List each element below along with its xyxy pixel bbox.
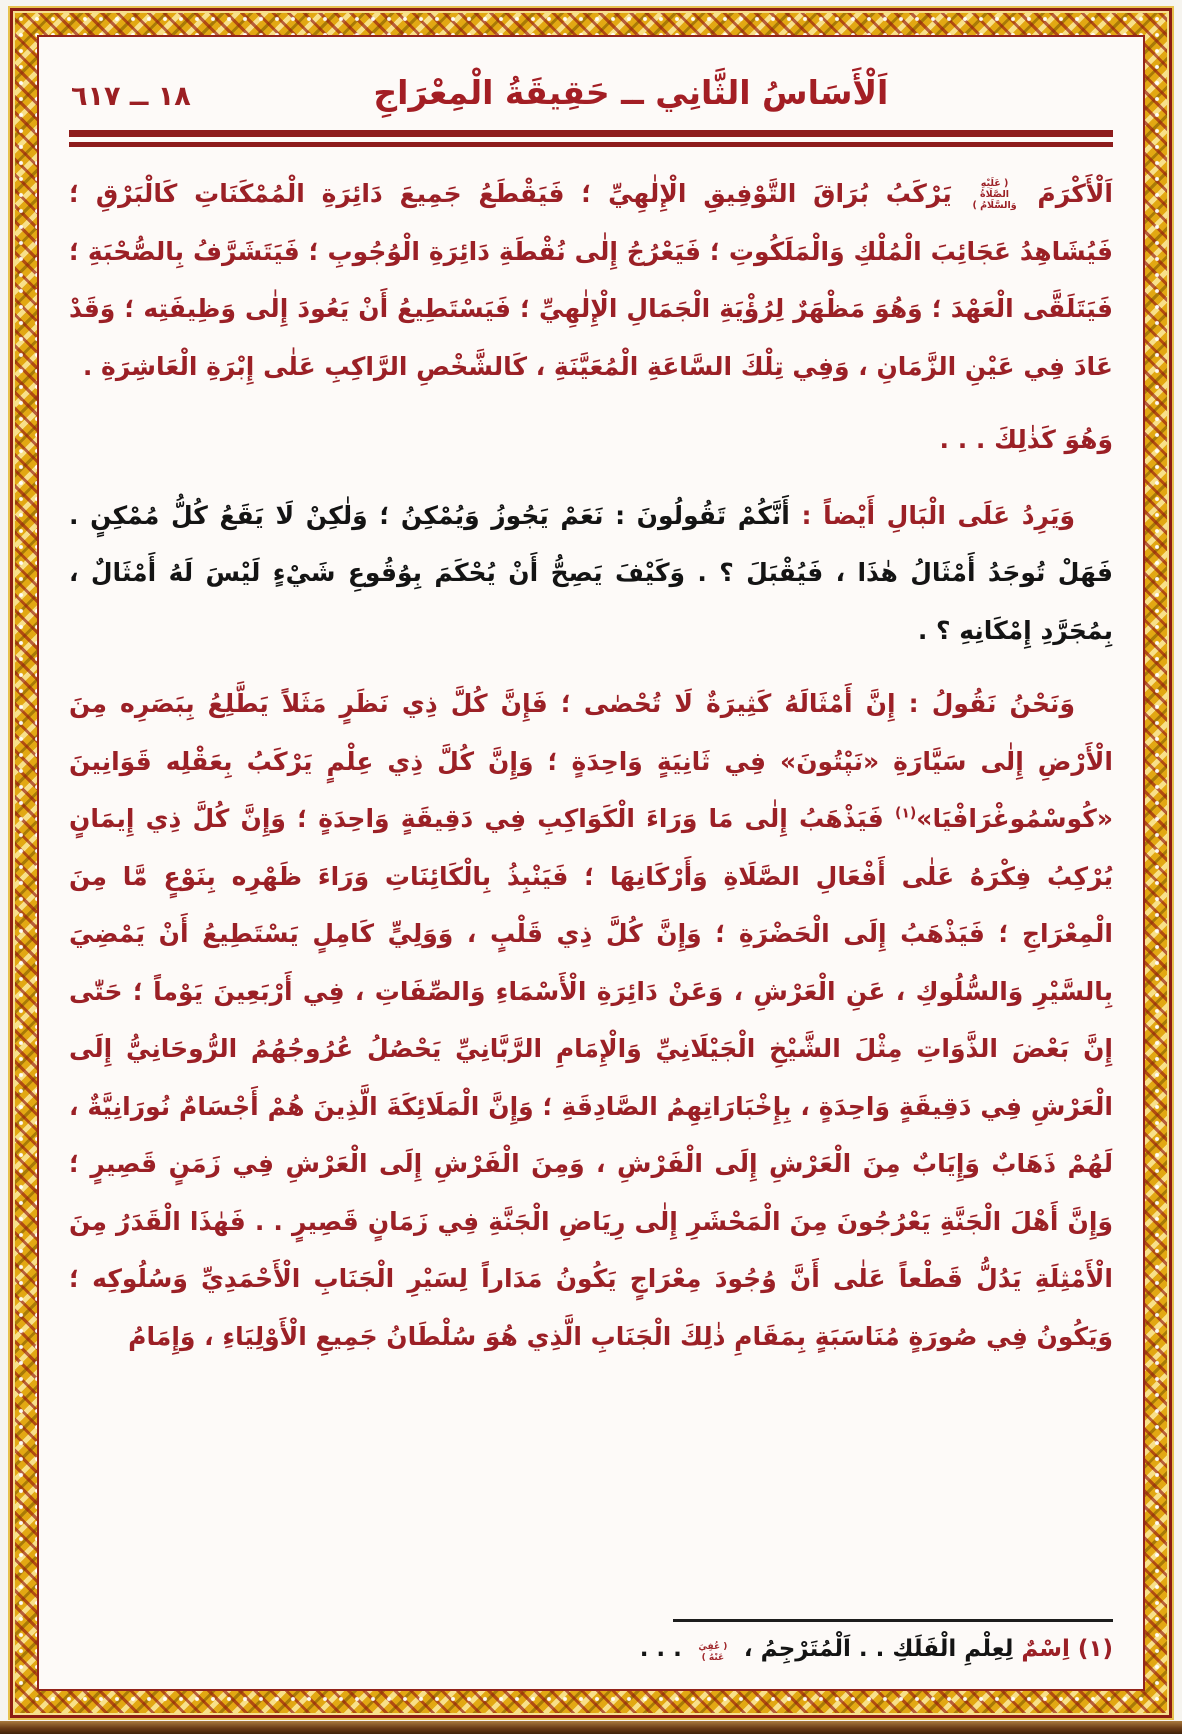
header-rule-bottom-bar <box>69 142 1113 147</box>
page-number: ١٨ ــ ٦١٧ <box>71 81 191 112</box>
salawat-seal: ( عَلَيْهِ الصَّلَاةُ وَالسَّلَامُ ) <box>972 178 1017 211</box>
page-bottom-edge <box>0 1721 1182 1734</box>
chapter-title: اَلْأَسَاسُ الثَّانِي ــ حَقِيقَةُ الْمِعْرَاجِ <box>373 73 889 112</box>
paragraph-1-lead: اَلْأَكْرَمَ <box>1020 179 1113 208</box>
paragraph-1-rest: يَرْكَبُ بُرَاقَ التَّوْفِيقِ الْإِلٰهِيِّ ؛ فَيَقْطَعُ جَمِيعَ دَائِرَةِ الْمُمْكَنَاتِ كَالْبَرْقِ ؛ فَيُشَاهِدُ عَجَائِبَ الْمُلْكِ وَالْمَلَكُوتِ ؛ فَيَعْرُجُ إِلٰى نُقْطَةِ دَائِرَةِ الْوُجُوبِ ؛ فَيَتَشَرَّفُ بِالصُّحْبَةِ ؛ فَيَتَلَقَّى الْعَهْدَ ؛ وَهُوَ مَظْهَرٌ لِرُؤْيَةِ الْجَمَالِ الْإِلٰهِيِّ ؛ فَيَسْتَطِيعُ أَنْ يَعُودَ إِلٰى وَظِيفَتِه ؛ وَقَدْ عَادَ فِي عَيْنِ الزَّمَانِ ، وَفِي تِلْكَ السَّاعَةِ الْمُعَيَّنَةِ ، كَالشَّخْصِ الرَّاكِبِ عَلٰى إِبْرَةِ الْعَاشِرَةِ . <box>69 179 1113 381</box>
ufiya-anhu-seal: ( عُفِيَ عَنْهُ ) <box>698 1642 728 1663</box>
footnote-lead: اِسْمٌ <box>1021 1635 1070 1662</box>
footnote-ref-1: (١) <box>894 805 917 822</box>
header-rule-top-bar <box>69 130 1113 137</box>
footnote-marker: (١) <box>1069 1635 1113 1662</box>
paragraph-2-rest: أَنَّكُمْ تَقُولُونَ : نَعَمْ يَجُوزُ وَيُمْكِنُ ؛ وَلٰكِنْ لَا يَقَعُ كُلُّ مُمْكِنٍ . فَهَلْ تُوجَدُ أَمْثَالُ هٰذَا ، فَيُقْبَلَ ؟ . وَكَيْفَ يَصِحُّ أَنْ يُحْكَمَ بِوُقُوعِ شَيْءٍ لَيْسَ لَهُ أَمْثَالٌ ، بِمُجَرَّدِ إِمْكَانِهِ ؟ . <box>69 500 1113 645</box>
page-sheet <box>37 35 1145 1691</box>
paragraph-2-lead: وَيَرِدُ عَلَى الْبَالِ أَيْضاً : <box>789 500 1075 530</box>
body-text <box>69 151 1113 1381</box>
paragraph-3-part1: وَنَحْنُ نَقُولُ : إِنَّ أَمْثَالَهُ كَثِيرَةٌ لَا تُحْصٰى ؛ فَإِنَّ كُلَّ ذِي نَظَرٍ مَثَلاً يَطَّلِعُ بِبَصَرِه مِنَ الْأَرْضِ إِلٰى سَيَّارَةِ «نَپْتُونَ» فِي ثَانِيَةٍ وَاحِدَةٍ ؛ وَإِنَّ كُلَّ ذِي عِلْمٍ يَرْكَبُ بِعَقْلِه قَوَانِينَ «كُوسْمُوغْرَافْيَا» <box>69 689 1113 833</box>
footnote-separator <box>673 1619 1113 1622</box>
footnote-1 <box>69 1636 1113 1663</box>
paragraph-objection <box>69 487 1113 660</box>
footnote-tail: . . . <box>639 1635 690 1662</box>
decorative-chain-border <box>10 8 1172 1718</box>
paragraph-wahuwa-kadhalik: وَهُوَ كَذٰلِكَ . . . <box>939 425 1113 454</box>
paragraph-3-part2: فَيَذْهَبُ إِلٰى مَا وَرَاءَ الْكَوَاكِبِ فِي دَقِيقَةٍ وَاحِدَةٍ ؛ وَإِنَّ كُلَّ ذِي إِيمَانٍ يُرْكِبُ فِكْرَهُ عَلٰى أَفْعَالِ الصَّلَاةِ وَأَرْكَانِهَا ؛ فَيَنْبِذُ بِالْكَائِنَاتِ وَرَاءَ ظَهْرِه بِنَوْعٍ مَّا مِنَ الْمِعْرَاجِ ؛ فَيَذْهَبُ إِلَى الْحَضْرَةِ ؛ وَإِنَّ كُلَّ ذِي قَلْبٍ ، وَوَلِيٍّ كَامِلٍ يَسْتَطِيعُ أَنْ يَمْضِيَ بِالسَّيْرِ وَالسُّلُوكِ ، عَنِ الْعَرْشِ ، وَعَنْ دَائِرَةِ الْأَسْمَاءِ وَالصِّفَاتِ ، فِي أَرْبَعِينَ يَوْماً ؛ حَتّٰى إِنَّ بَعْضَ الذَّوَاتِ مِثْلَ الشَّيْخِ الْجَيْلَانِيِّ وَالْإِمَامِ الرَّبَّانِيِّ يَحْصُلُ عُرُوجُهُمُ الرُّوحَانِيُّ إِلَى الْعَرْشِ فِي دَقِيقَةٍ وَاحِدَةٍ ، بِإِخْبَارَاتِهِمُ الصَّادِقَةِ ؛ وَإِنَّ الْمَلَائِكَةَ الَّذِينَ هُمْ أَجْسَامٌ نُورَانِيَّةٌ ، لَهُمْ ذَهَابٌ وَإِيَابٌ مِنَ الْعَرْشِ إِلَى الْفَرْشِ ، وَمِنَ الْفَرْشِ إِلَى الْعَرْشِ فِي زَمَنٍ قَصِيرٍ ؛ وَإِنَّ أَهْلَ الْجَنَّةِ يَعْرُجُونَ مِنَ الْمَحْشَرِ إِلٰى رِيَاضِ الْجَنَّةِ فِي زَمَانٍ قَصِيرٍ . . فَهٰذَا الْقَدَرُ مِنَ الْأَمْثِلَةِ يَدُلُّ قَطْعاً عَلٰى أَنَّ وُجُودَ مِعْرَاجٍ يَكُونُ مَدَاراً لِسَيْرِ الْجَنَابِ الْأَحْمَدِيِّ وَسُلُوكِه ؛ وَيَكُونُ فِي صُورَةٍ مُنَاسَبَةٍ بِمَقَامِ ذٰلِكَ الْجَنَابِ الَّذِي هُوَ سُلْطَانُ جَمِيعِ الْأَوْلِيَاءِ ، وَإِمَامُ <box>69 804 1113 1351</box>
header-rule <box>69 130 1113 147</box>
page-header <box>69 51 1113 118</box>
paragraph-miraj-description <box>69 165 1113 395</box>
footnote-body: لِعِلْمِ الْفَلَكِ . . اَلْمُتَرْجِمُ ، <box>735 1635 1022 1662</box>
paragraph-response <box>69 675 1113 1365</box>
footnote-area <box>69 1619 1113 1669</box>
